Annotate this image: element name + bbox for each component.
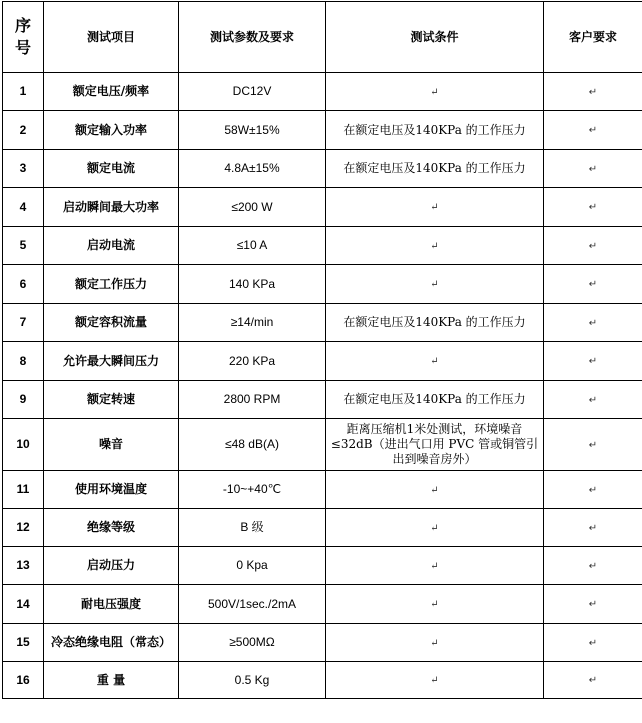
row-condition bbox=[326, 662, 544, 699]
row-condition: 在额定电压及140KPa 的工作压力 bbox=[326, 111, 544, 150]
row-param: ≥500MΩ bbox=[179, 624, 326, 662]
row-number: 1 bbox=[3, 73, 44, 111]
table-row bbox=[3, 624, 642, 662]
paragraph-mark: ↵ bbox=[588, 394, 598, 406]
header-param: 测试参数及要求 bbox=[179, 2, 326, 73]
row-customer-requirement bbox=[544, 624, 642, 662]
row-number: 10 bbox=[3, 419, 44, 471]
row-param: -10~+40℃ bbox=[179, 471, 326, 509]
paragraph-mark: ↵ bbox=[430, 86, 439, 98]
row-condition: 距离压缩机1米处测试，环境噪音≤32dB（进出气口用 PVC 管或铜管引出到噪音房外） bbox=[326, 419, 544, 471]
row-number: 12 bbox=[3, 509, 44, 547]
paragraph-mark: ↵ bbox=[430, 599, 439, 610]
row-number: 15 bbox=[3, 624, 44, 662]
paragraph-mark: ↵ bbox=[588, 202, 598, 213]
paragraph-mark: ↵ bbox=[588, 317, 598, 329]
row-item: 绝缘等级 bbox=[44, 509, 179, 547]
table-row bbox=[3, 150, 642, 188]
table-row bbox=[3, 73, 642, 111]
row-number: 2 bbox=[3, 111, 44, 150]
row-condition bbox=[326, 188, 544, 227]
paragraph-mark: ↵ bbox=[588, 279, 598, 290]
row-param: B 级 bbox=[179, 509, 326, 547]
row-item: 启动压力 bbox=[44, 547, 179, 585]
row-condition: 在额定电压及140KPa 的工作压力 bbox=[326, 150, 544, 188]
table-row bbox=[3, 547, 642, 585]
row-customer-requirement bbox=[544, 585, 642, 624]
row-param: DC12V bbox=[179, 73, 326, 111]
paragraph-mark: ↵ bbox=[588, 125, 598, 136]
row-number: 3 bbox=[3, 150, 44, 188]
row-number: 11 bbox=[3, 471, 44, 509]
row-number: 9 bbox=[3, 381, 44, 419]
row-param: ≤10 A bbox=[179, 227, 326, 265]
table-row bbox=[3, 662, 642, 699]
row-item: 冷态绝缘电阻（常态） bbox=[44, 624, 179, 662]
row-param: ≥14/min bbox=[179, 304, 326, 342]
row-customer-requirement bbox=[544, 73, 642, 111]
row-param: ≤200 W bbox=[179, 188, 326, 227]
paragraph-mark: ↵ bbox=[588, 560, 598, 572]
row-condition bbox=[326, 624, 544, 662]
table-row bbox=[3, 509, 642, 547]
row-customer-requirement bbox=[544, 419, 642, 471]
row-item: 启动瞬间最大功率 bbox=[44, 188, 179, 227]
row-customer-requirement bbox=[544, 188, 642, 227]
row-item: 允许最大瞬间压力 bbox=[44, 342, 179, 381]
row-customer-requirement bbox=[544, 471, 642, 509]
paragraph-mark: ↵ bbox=[430, 279, 439, 290]
row-item: 额定电流 bbox=[44, 150, 179, 188]
row-condition bbox=[326, 265, 544, 304]
paragraph-mark: ↵ bbox=[588, 86, 598, 98]
paragraph-mark: ↵ bbox=[430, 356, 439, 367]
row-number: 5 bbox=[3, 227, 44, 265]
paragraph-mark: ↵ bbox=[588, 599, 598, 610]
table-row bbox=[3, 304, 642, 342]
row-customer-requirement bbox=[544, 662, 642, 699]
row-item: 噪音 bbox=[44, 419, 179, 471]
row-param: ≤48 dB(A) bbox=[179, 419, 326, 471]
row-condition bbox=[326, 471, 544, 509]
row-param: 0 Kpa bbox=[179, 547, 326, 585]
row-condition bbox=[326, 342, 544, 381]
paragraph-mark: ↵ bbox=[430, 240, 439, 252]
row-customer-requirement bbox=[544, 509, 642, 547]
header-cond: 测试条件 bbox=[326, 2, 544, 73]
header-cust: 客户要求 bbox=[544, 2, 642, 73]
row-item: 额定转速 bbox=[44, 381, 179, 419]
paragraph-mark: ↵ bbox=[588, 484, 598, 496]
row-param: 4.8A±15% bbox=[179, 150, 326, 188]
paragraph-mark: ↵ bbox=[430, 637, 439, 649]
header-row bbox=[3, 2, 642, 73]
paragraph-mark: ↵ bbox=[588, 163, 598, 175]
table-row bbox=[3, 585, 642, 624]
table-row bbox=[3, 471, 642, 509]
paragraph-mark: ↵ bbox=[430, 484, 439, 496]
row-param: 2800 RPM bbox=[179, 381, 326, 419]
row-number: 4 bbox=[3, 188, 44, 227]
row-item: 启动电流 bbox=[44, 227, 179, 265]
row-number: 6 bbox=[3, 265, 44, 304]
row-customer-requirement bbox=[544, 547, 642, 585]
header-seq: 序号 bbox=[3, 2, 44, 73]
paragraph-mark: ↵ bbox=[430, 202, 439, 213]
row-item: 使用环境温度 bbox=[44, 471, 179, 509]
row-item: 额定电压/频率 bbox=[44, 73, 179, 111]
table-row bbox=[3, 381, 642, 419]
paragraph-mark: ↵ bbox=[430, 675, 439, 686]
row-param: 140 KPa bbox=[179, 265, 326, 304]
row-condition: 在额定电压及140KPa 的工作压力 bbox=[326, 304, 544, 342]
table-row bbox=[3, 111, 642, 150]
row-item: 重 量 bbox=[44, 662, 179, 699]
header-item: 测试项目 bbox=[44, 2, 179, 73]
row-condition: 在额定电压及140KPa 的工作压力 bbox=[326, 381, 544, 419]
row-condition bbox=[326, 73, 544, 111]
row-condition bbox=[326, 585, 544, 624]
row-customer-requirement bbox=[544, 381, 642, 419]
spec-table bbox=[2, 1, 642, 699]
table-row bbox=[3, 188, 642, 227]
row-condition bbox=[326, 509, 544, 547]
paragraph-mark: ↵ bbox=[430, 522, 439, 534]
table-row bbox=[3, 419, 642, 471]
row-item: 额定容积流量 bbox=[44, 304, 179, 342]
row-customer-requirement bbox=[544, 265, 642, 304]
row-condition bbox=[326, 227, 544, 265]
paragraph-mark: ↵ bbox=[588, 522, 598, 534]
row-customer-requirement bbox=[544, 304, 642, 342]
row-item: 耐电压强度 bbox=[44, 585, 179, 624]
paragraph-mark: ↵ bbox=[588, 240, 598, 252]
paragraph-mark: ↵ bbox=[430, 560, 439, 572]
row-customer-requirement bbox=[544, 342, 642, 381]
row-param: 220 KPa bbox=[179, 342, 326, 381]
row-customer-requirement bbox=[544, 227, 642, 265]
table-row bbox=[3, 342, 642, 381]
row-item: 额定工作压力 bbox=[44, 265, 179, 304]
row-param: 500V/1sec./2mA bbox=[179, 585, 326, 624]
table-row bbox=[3, 227, 642, 265]
paragraph-mark: ↵ bbox=[588, 439, 598, 451]
row-param: 58W±15% bbox=[179, 111, 326, 150]
row-number: 8 bbox=[3, 342, 44, 381]
row-number: 14 bbox=[3, 585, 44, 624]
row-customer-requirement bbox=[544, 111, 642, 150]
paragraph-mark: ↵ bbox=[588, 356, 598, 367]
row-condition bbox=[326, 547, 544, 585]
row-number: 16 bbox=[3, 662, 44, 699]
paragraph-mark: ↵ bbox=[588, 675, 598, 686]
row-item: 额定输入功率 bbox=[44, 111, 179, 150]
row-param: 0.5 Kg bbox=[179, 662, 326, 699]
table-row bbox=[3, 265, 642, 304]
row-customer-requirement bbox=[544, 150, 642, 188]
row-number: 7 bbox=[3, 304, 44, 342]
paragraph-mark: ↵ bbox=[588, 637, 598, 649]
row-number: 13 bbox=[3, 547, 44, 585]
